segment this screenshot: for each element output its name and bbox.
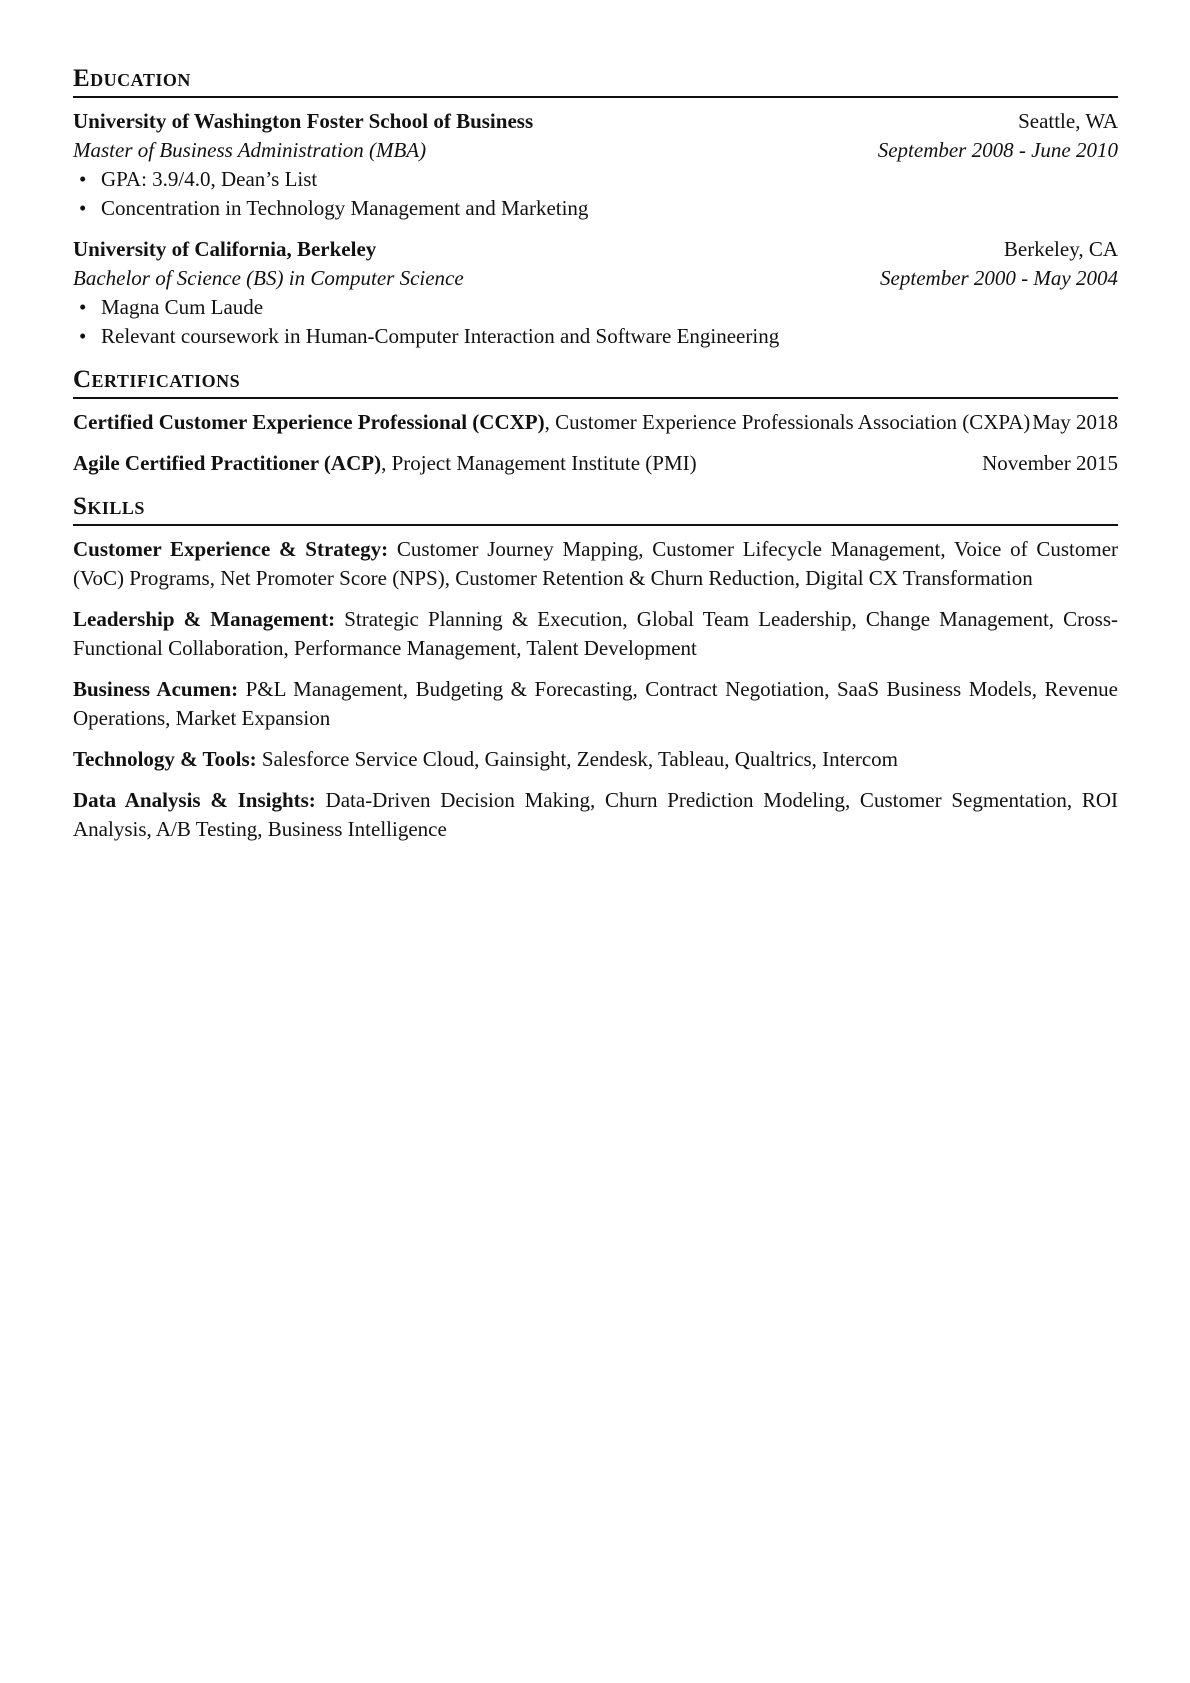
skills-section <box>73 492 1118 844</box>
skill-group <box>73 745 1118 774</box>
certification-name: Agile Certified Practitioner (ACP) <box>73 451 382 475</box>
degree-name: Bachelor of Science (BS) in Computer Science <box>73 266 464 290</box>
certifications-heading: Certifications <box>73 365 1118 399</box>
skill-list: P&L Management, Budgeting & Forecasting, Contract Negotiation, SaaS Business Models, Revenue Operations, Market Expansion <box>73 677 1118 730</box>
certifications-section <box>73 365 1118 478</box>
bullet-item: • Concentration in Technology Management and Marketing <box>101 194 1118 223</box>
education-entry <box>73 235 1118 351</box>
education-entry-header <box>73 235 1118 264</box>
skill-category: Business Acumen: <box>73 677 239 701</box>
skill-list: Salesforce Service Cloud, Gainsight, Zendesk, Tableau, Qualtrics, Intercom <box>261 747 898 771</box>
skill-list: Data-Driven Decision Making, Churn Prediction Modeling, Customer Segmentation, ROI Analysis, A/B Testing, Business Intelligence <box>73 788 1118 841</box>
degree-name: Master of Business Administration (MBA) <box>73 138 427 162</box>
school-location: Berkeley, CA <box>1003 237 1118 261</box>
skill-list: Customer Journey Mapping, Customer Lifecycle Management, Voice of Customer (VoC) Programs, Net Promoter Score (NPS), Customer Retention & Churn Reduction, Digital CX Transformation <box>73 537 1119 590</box>
bullet-item: • GPA: 3.9/4.0, Dean’s List <box>101 165 1118 194</box>
skills-heading: Skills <box>73 492 1118 526</box>
education-entry <box>73 107 1118 223</box>
education-bullets <box>73 293 1118 351</box>
certification-name: Certified Customer Experience Professional (CCXP) <box>73 410 545 434</box>
certification-item <box>73 408 1118 437</box>
education-heading: Education <box>73 64 1118 98</box>
skill-category: Data Analysis & Insights: <box>73 788 316 812</box>
skill-group <box>73 786 1118 844</box>
skill-category: Customer Experience & Strategy: <box>73 537 389 561</box>
degree-dates: September 2008 - June 2010 <box>877 138 1118 162</box>
school-name: University of California, Berkeley <box>73 237 377 261</box>
skill-group <box>73 535 1118 593</box>
certification-issuer: , Project Management Institute (PMI) <box>381 451 697 475</box>
certification-text <box>73 449 697 478</box>
skill-group <box>73 605 1118 663</box>
skill-group <box>73 675 1118 733</box>
degree-dates: September 2000 - May 2004 <box>880 266 1118 290</box>
bullet-item: • Relevant coursework in Human-Computer Interaction and Software Engineering <box>101 322 1118 351</box>
education-entry-header <box>73 107 1118 136</box>
skill-list: Strategic Planning & Execution, Global Team Leadership, Change Management, Cross-Functional Collaboration, Performance Management, Talent Development <box>73 607 1119 660</box>
bullet-item: • Magna Cum Laude <box>101 293 1118 322</box>
certification-item <box>73 449 1118 478</box>
school-name: University of Washington Foster School of Business <box>73 109 534 133</box>
skill-category: Technology & Tools: <box>73 747 257 771</box>
education-section <box>73 64 1118 351</box>
certification-date: May 2018 <box>1032 410 1118 434</box>
certification-issuer: , Customer Experience Professionals Association (CXPA) <box>544 410 1031 434</box>
school-location: Seattle, WA <box>1018 109 1118 133</box>
certification-date: November 2015 <box>982 451 1118 475</box>
education-entry-subheader <box>73 136 1118 165</box>
education-entry-subheader <box>73 264 1118 293</box>
resume-page <box>73 64 1118 858</box>
skill-category: Leadership & Management: <box>73 607 336 631</box>
education-bullets <box>73 165 1118 223</box>
